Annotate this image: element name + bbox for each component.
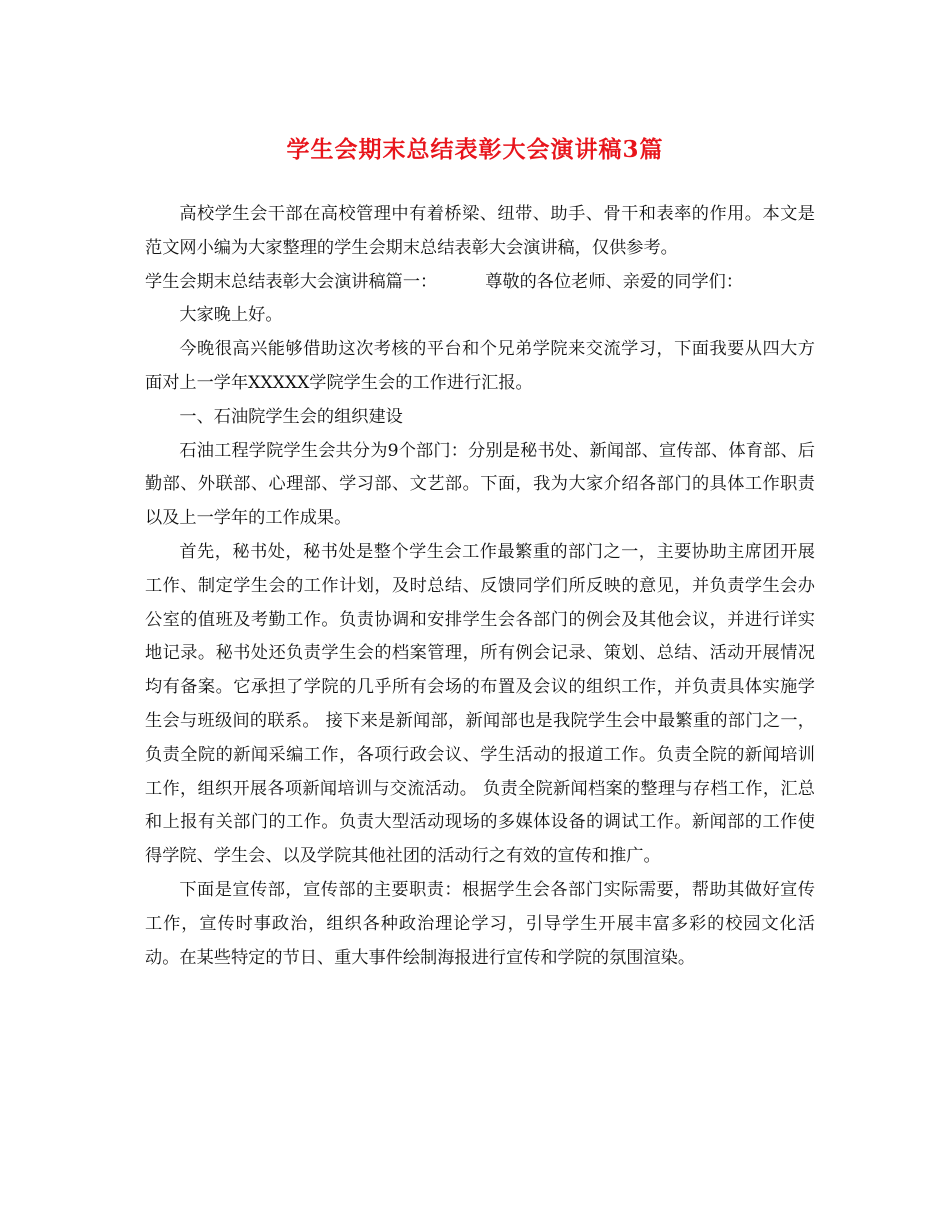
section-heading-organization: 一、石油院学生会的组织建设: [179, 406, 403, 427]
paragraph-secretariat-news: 首先，秘书处，秘书处是整个学生会工作最繁重的部门之一，主要协助主席团开展工作、制定学生会的工作计划，及时总结、反馈同学们所反映的意见，并负责学生会办公室的值班及考勤工作。负责协调和安排学生会各部门的例会及其他会议，并进行详实地记录。秘书处还负责学生会的档案管理，所有例会记录、策划、总结、活动开展情况均有备案。它承担了学院的几乎所有会场的布置及会议的组织工作，并负责具体实施学生会与班级间的联系。 接下来是新闻部，新闻部也是我院学生会中最繁重的部门之一，负责全院的新闻采编工作，各项行政会议、学生活动的报道工作。负责全院的新闻培训工作，组织开展各项新闻培训与交流活动。 负责全院新闻档案的整理与存档工作，汇总和上报有关部门的工作。负责大型活动现场的多媒体设备的调试工作。新闻部的工作使得学院、学生会、以及学院其他社团的活动行之有效的宣传和推广。: [145, 541, 815, 867]
speech-one-heading: 学生会期末总结表彰大会演讲稿篇一：: [145, 271, 438, 292]
salutation: 尊敬的各位老师、亲爱的同学们：: [485, 271, 744, 292]
paragraph-intro: 高校学生会干部在高校管理中有着桥梁、纽带、助手、骨干和表率的作用。本文是范文网小编为大家整理的学生会期末总结表彰大会演讲稿，仅供参考。: [145, 204, 815, 258]
document-title: 学生会期末总结表彰大会演讲稿3篇: [286, 136, 664, 163]
paragraph-greeting: 大家晚上好。: [179, 305, 283, 326]
document-body: [145, 198, 815, 975]
paragraph-publicity: 下面是宣传部，宣传部的主要职责：根据学生会各部门实际需要，帮助其做好宣传工作，宣传时事政治，组织各种政治理论学习，引导学生开展丰富多彩的校园文化活动。在某些特定的节日、重大事件绘制海报进行宣传和学院的氛围渲染。: [145, 879, 815, 968]
paragraph-speech-heading: [145, 266, 815, 300]
paragraph-opening: 今晚很高兴能够借助这次考核的平台和个兄弟学院来交流学习，下面我要从四大方面对上一学年XXXXX学院学生会的工作进行汇报。: [145, 339, 815, 393]
paragraph-departments: 石油工程学院学生会共分为9个部门：分别是秘书处、新闻部、宣传部、体育部、后勤部、外联部、心理部、学习部、文艺部。下面，我为大家介绍各部门的具体工作职责以及上一学年的工作成果。: [145, 440, 815, 529]
